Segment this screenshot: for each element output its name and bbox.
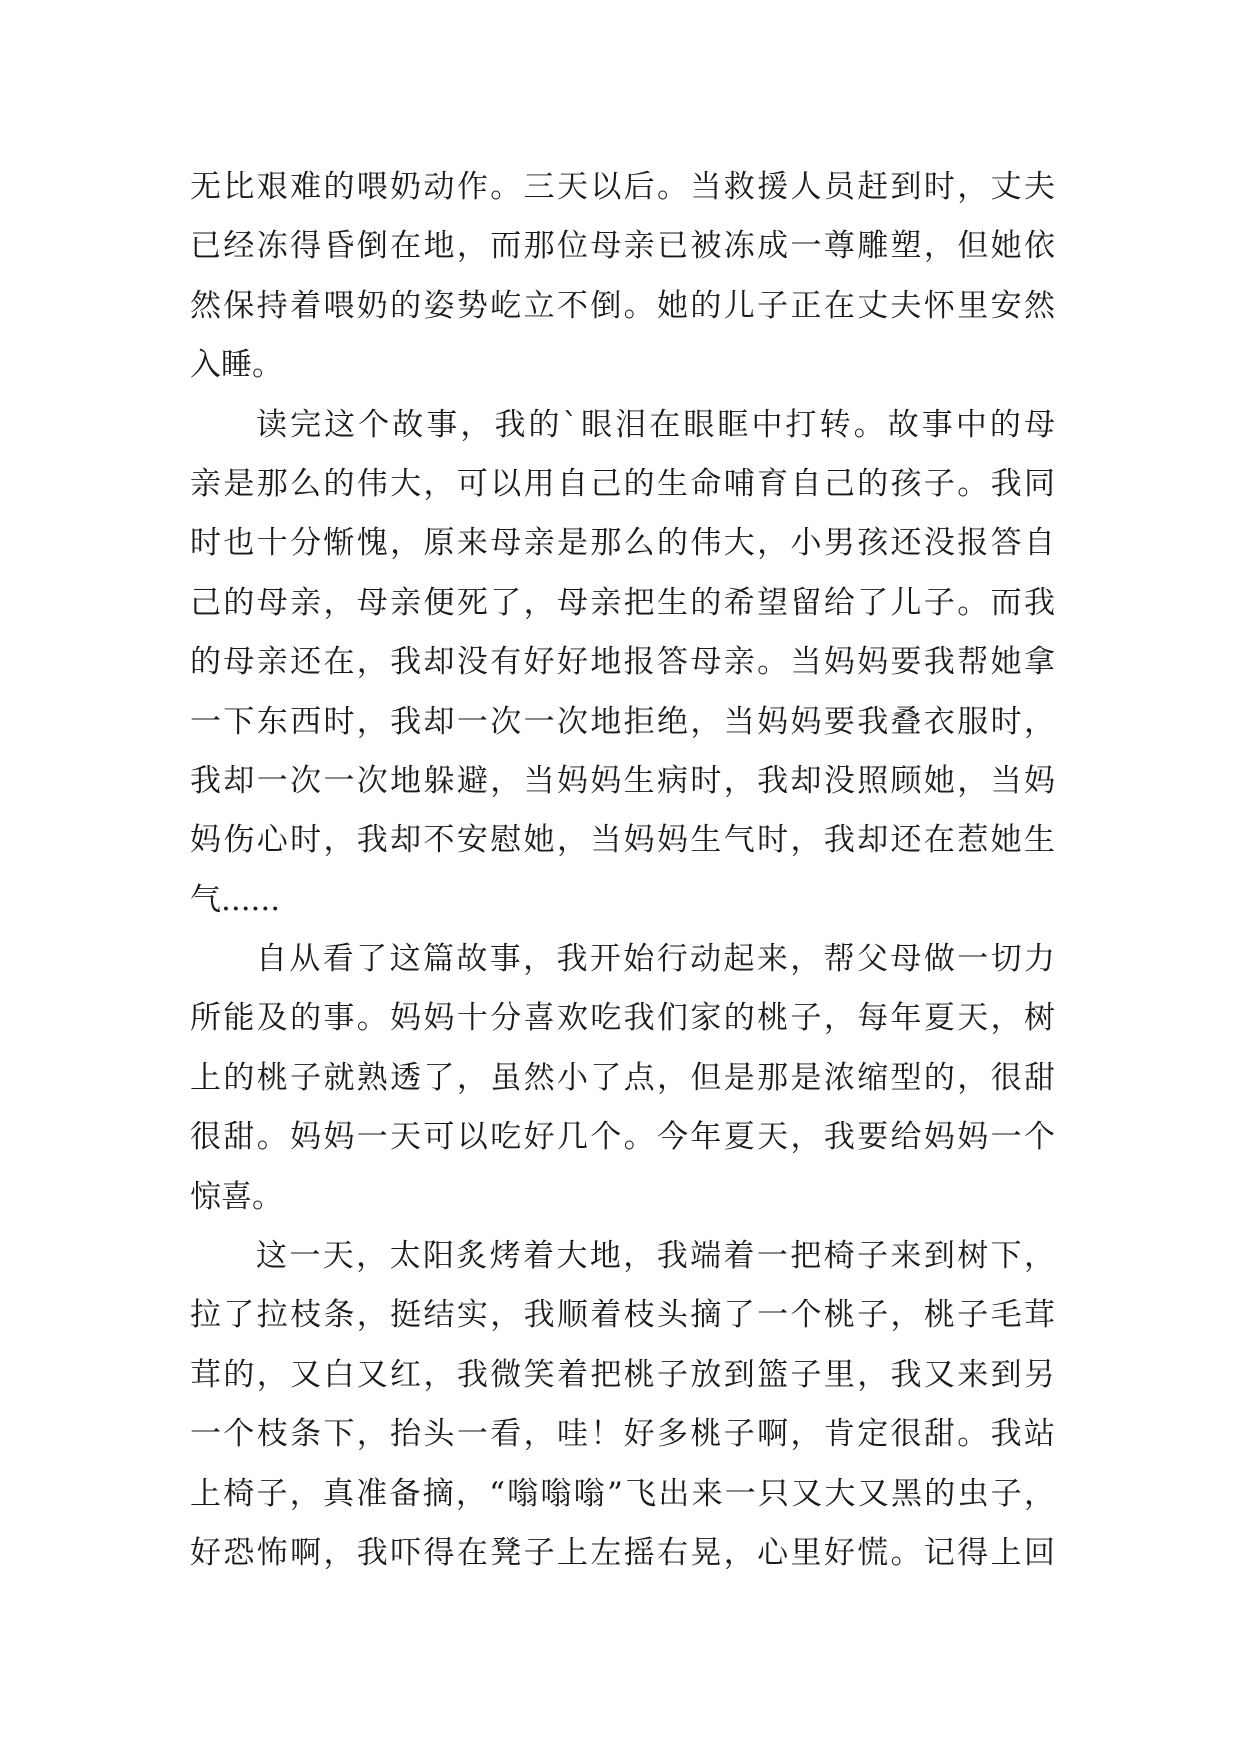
- text-line: 亲是那么的伟大，可以用自己的生命哺育自己的孩子。我同: [190, 465, 1055, 502]
- document-body: [190, 158, 1055, 1583]
- text-line: 的母亲还在，我却没有好好地报答母亲。当妈妈要我帮她拿: [190, 644, 1055, 681]
- text-line: 一下东西时，我却一次一次地拒绝，当妈妈要我叠衣服时，: [190, 703, 1055, 740]
- text-line: 我却一次一次地躲避，当妈妈生病时，我却没照顾她，当妈: [190, 762, 1055, 799]
- paragraph-first-line: 这一天，太阳炙烤着大地，我端着一把椅子来到树下，: [256, 1238, 1055, 1275]
- text-line: 气......: [190, 881, 281, 918]
- text-line: 上椅子，真准备摘，“嗡嗡嗡”飞出来一只又大又黑的虫子，: [190, 1475, 1055, 1512]
- text-line: 上的桃子就熟透了，虽然小了点，但是那是浓缩型的，很甜: [190, 1059, 1055, 1096]
- text-line: 所能及的事。妈妈十分喜欢吃我们家的桃子，每年夏天，树: [190, 1000, 1055, 1037]
- text-line: 惊喜。: [190, 1178, 283, 1215]
- text-line: 己的母亲，母亲便死了，母亲把生的希望留给了儿子。而我: [190, 584, 1055, 621]
- text-line: 很甜。妈妈一天可以吃好几个。今年夏天，我要给妈妈一个: [190, 1119, 1055, 1156]
- text-line: 然保持着喂奶的姿势屹立不倒。她的儿子正在丈夫怀里安然: [190, 287, 1055, 324]
- text-line: 一个枝条下，抬头一看，哇！好多桃子啊，肯定很甜。我站: [190, 1416, 1055, 1453]
- text-line: 妈伤心时，我却不安慰她，当妈妈生气时，我却还在惹她生: [190, 822, 1055, 859]
- text-line: 拉了拉枝条，挺结实，我顺着枝头摘了一个桃子，桃子毛茸: [190, 1297, 1055, 1334]
- text-line: 无比艰难的喂奶动作。三天以后。当救援人员赶到时，丈夫: [190, 169, 1055, 205]
- text-line: 入睡。: [190, 347, 283, 384]
- text-line: 已经冻得昏倒在地，而那位母亲已被冻成一尊雕塑，但她依: [190, 228, 1055, 265]
- text-line: 时也十分惭愧，原来母亲是那么的伟大，小男孩还没报答自: [190, 525, 1055, 562]
- paragraph-first-line: 读完这个故事，我的`眼泪在眼眶中打转。故事中的母: [256, 406, 1055, 443]
- paragraph-first-line: 自从看了这篇故事，我开始行动起来，帮父母做一切力: [256, 941, 1055, 978]
- text-line: 茸的，又白又红，我微笑着把桃子放到篮子里，我又来到另: [190, 1356, 1055, 1393]
- text-line: 好恐怖啊，我吓得在凳子上左摇右晃，心里好慌。记得上回: [190, 1534, 1055, 1571]
